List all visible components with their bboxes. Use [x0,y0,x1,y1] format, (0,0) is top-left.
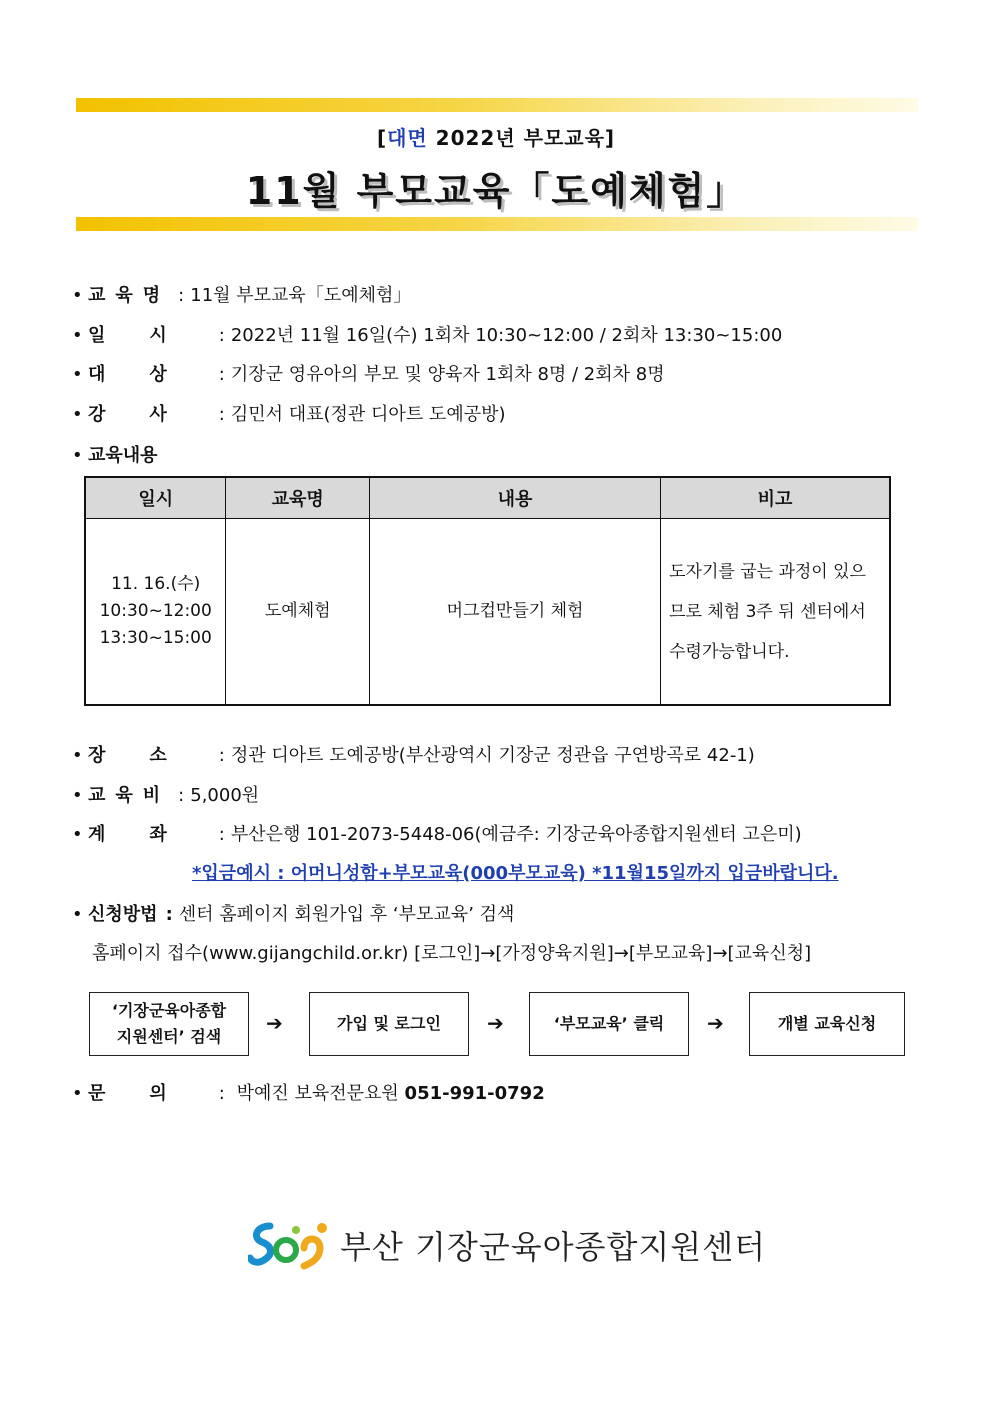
value-account: 부산은행 101-2073-5448-06(예금주: 기장군육아종합지원센터 고은미) [230,824,802,845]
education-table [84,476,891,706]
label-target: 대상 [88,364,211,385]
bottom-yellow-bar [76,217,918,231]
label-place: 장소 [88,745,211,766]
page-title: 11월 부모교육「도예체험」 [245,169,747,213]
step-apply-individual: 개별 교육신청 [749,992,905,1056]
value-instructor: 김민서 대표(정관 디아트 도예공방) [230,404,506,425]
info-row-name: • 교육명 : 11월 부모교육「도예체험」 [72,281,411,307]
value-place: 정관 디아트 도예공방(부산광역시 기장군 정관읍 구연방곡로 42-1) [230,745,755,766]
table-header-name: 교육명 [226,477,370,519]
detail-row-place: • 장소 : 정관 디아트 도예공방(부산광역시 기장군 정관읍 구연방곡로 42-1) [72,741,755,767]
info-row-content: • 교육내용 [72,441,158,467]
contact-row: • 문의 : 박예진 보육전문요원 051-991-0792 [72,1079,545,1105]
info-row-target: • 대상 : 기장군 영유아의 부모 및 양육자 1회차 8명 / 2회차 8명 [72,360,665,386]
cell-note: 도자기를 굽는 과정이 있으 므로 체험 3주 뒤 센터에서 수령가능합니다. [661,519,890,706]
value-date: 2022년 11월 16일(수) 1회차 10:30~12:00 / 2회차 13:30~15:00 [230,325,783,346]
org-logo-icon [248,1218,332,1272]
org-name: 부산 기장군육아종합지원센터 [340,1228,767,1266]
label-content: 교육내용 [88,445,158,466]
detail-row-fee: • 교육비 : 5,000원 [72,781,259,807]
label-date: 일시 [88,325,211,346]
value-apply: 센터 홈페이지 회원가입 후 ‘부모교육’ 검색 [178,904,515,925]
contact-person: 박예진 보육전문요원 [236,1083,399,1104]
subtitle-highlight: 대면 [387,126,428,150]
value-name: 11월 부모교육「도예체험」 [190,285,412,306]
step-search-center: ‘기장군육아종합 지원센터’ 검색 [89,992,249,1056]
cell-date: 11. 16.(수) 10:30~12:00 13:30~15:00 [85,519,226,706]
subtitle: [대면 2022년 부모교육] [376,126,616,150]
label-fee: 교육비 [88,785,171,806]
info-row-date: • 일시 : 2022년 11월 16일(수) 1회차 10:30~12:00 / 2회차 13:30~15:00 [72,321,782,347]
apply-web-path: 홈페이지 접수(www.gijangchild.or.kr) [로그인]→[가정양육지원]→[부모교육]→[교육신청] [92,943,812,964]
step-click-parent-edu: ‘부모교육’ 클릭 [529,992,689,1056]
cell-name: 도예체험 [226,519,370,706]
arrow-right-icon: ➔ [487,1011,504,1035]
label-instructor: 강사 [88,404,211,425]
info-row-instructor: • 강사 : 김민서 대표(정관 디아트 도예공방) [72,400,506,426]
arrow-right-icon: ➔ [266,1011,283,1035]
table-row [85,519,890,706]
arrow-right-icon: ➔ [707,1011,724,1035]
detail-row-apply: • 신청방법 : 센터 홈페이지 회원가입 후 ‘부모교육’ 검색 [72,900,514,926]
label-name: 교육명 [88,285,171,306]
label-contact: 문의 [88,1083,211,1104]
cell-content: 머그컵만들기 체험 [370,519,661,706]
table-header-content: 내용 [370,477,661,519]
value-fee: 5,000원 [190,785,260,806]
top-yellow-bar [76,98,918,112]
step-signup-login: 가입 및 로그인 [309,992,469,1056]
org-logo [248,1218,766,1272]
table-header-row [85,477,890,519]
table-header-note: 비고 [661,477,890,519]
contact-phone: 051-991-0792 [404,1083,545,1104]
label-account: 계좌 [88,824,211,845]
deposit-note: *입금예시 : 어머니성함+부모교육(000부모교육) *11월15일까지 입금바랍니다. [192,863,839,884]
value-target: 기장군 영유아의 부모 및 양육자 1회차 8명 / 2회차 8명 [230,364,665,385]
table-header-date: 일시 [85,477,226,519]
label-apply: 신청방법 [88,904,158,925]
detail-row-account: • 계좌 : 부산은행 101-2073-5448-06(예금주: 기장군육아종합지원센터 고은미) [72,820,802,846]
